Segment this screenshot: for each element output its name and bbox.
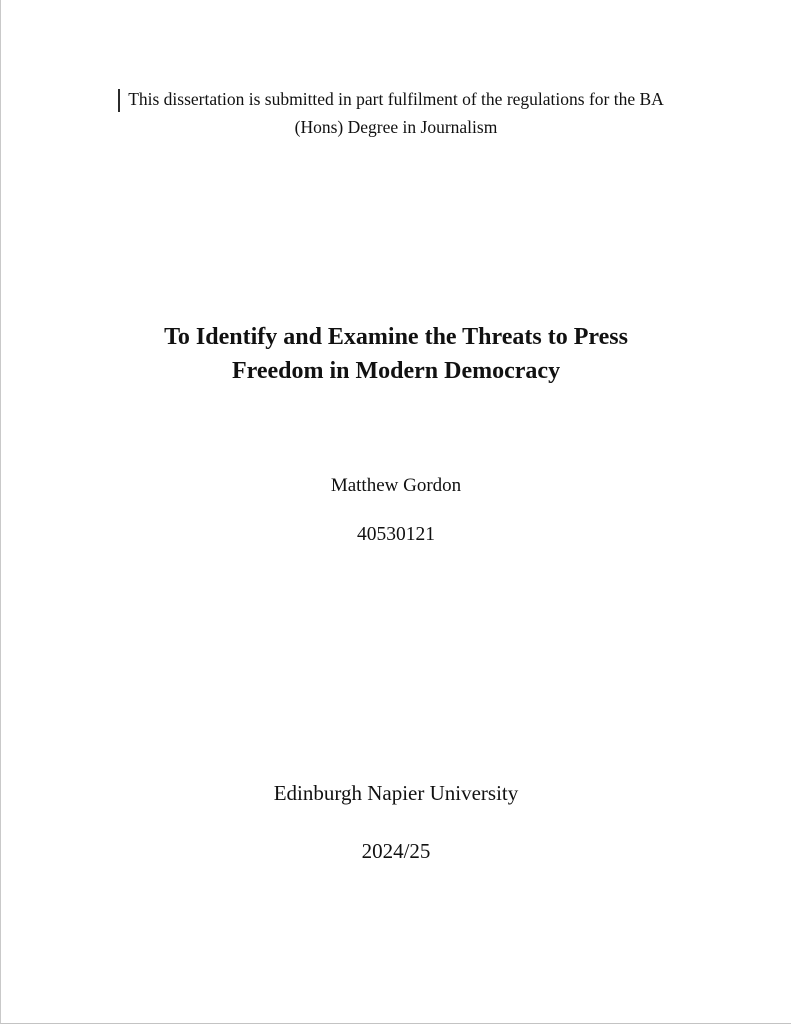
author-name[interactable]: Matthew Gordon	[330, 475, 462, 496]
university-name[interactable]: Edinburgh Napier University	[273, 781, 519, 805]
submission-statement-line1[interactable]: This dissertation is submitted in part fulfilment of the regulations for the BA	[128, 89, 664, 109]
dissertation-title[interactable]	[1, 320, 791, 388]
submission-statement[interactable]	[1, 85, 791, 141]
dissertation-title-line2[interactable]: Freedom in Modern Democracy	[231, 358, 561, 384]
submission-statement-line2[interactable]: (Hons) Degree in Journalism	[294, 117, 498, 137]
student-id[interactable]: 40530121	[357, 524, 435, 545]
academic-year[interactable]: 2024/25	[361, 839, 431, 863]
dissertation-title-line1[interactable]: To Identify and Examine the Threats to Press	[164, 324, 628, 350]
